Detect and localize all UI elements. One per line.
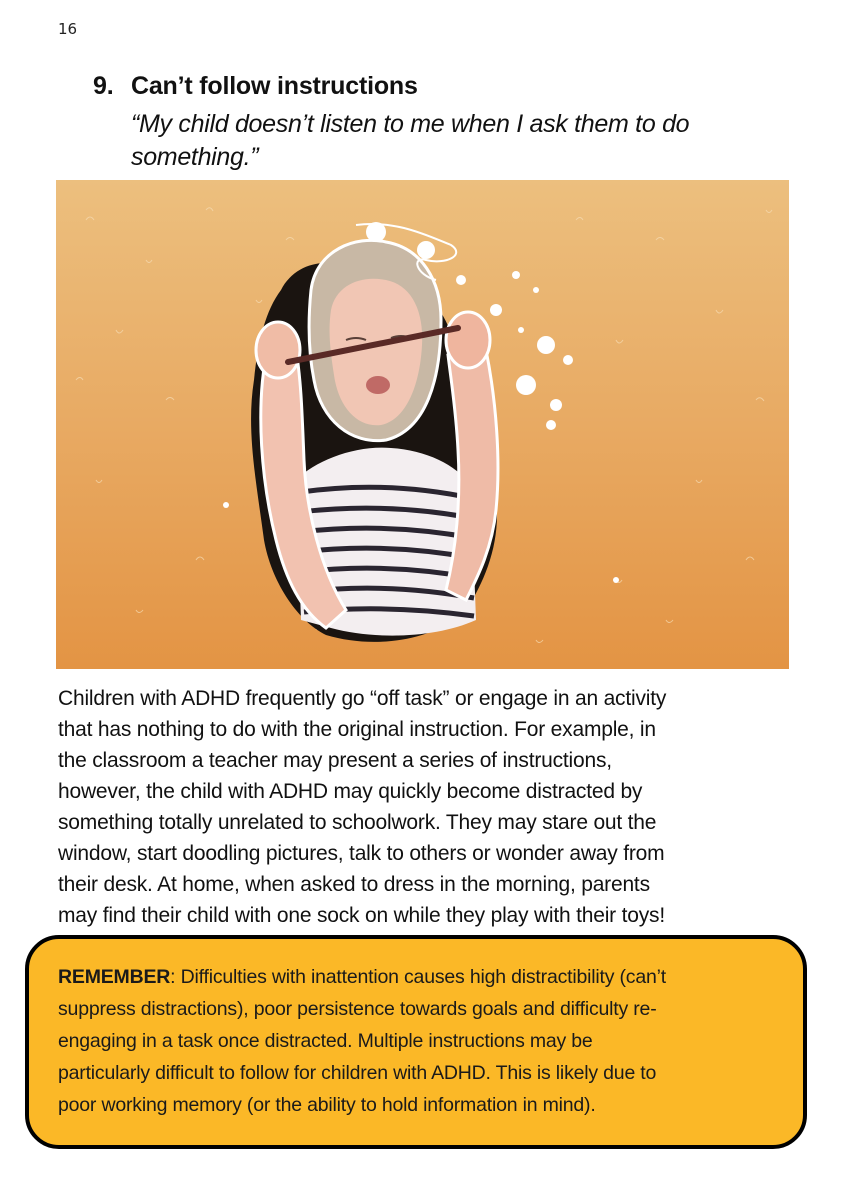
quote-line: “My child doesn’t listen to me when I ask them to do [131,110,690,138]
child-pencil-illustration [56,180,789,669]
callout-line [58,961,798,993]
callout-line: particularly difficult to follow for children with ADHD. This is likely due to [58,1062,657,1084]
body-line: the classroom a teacher may present a series of instructions, [58,749,612,772]
parent-quote [131,108,811,174]
section-number: 9. [93,72,114,100]
page-number: 16 [58,20,78,38]
body-paragraph [58,683,798,931]
remember-callout-box [25,935,807,1149]
callout-line: engaging in a task once distracted. Multiple instructions may be [58,1030,593,1052]
callout-first-line: : Difficulties with inattention causes high distractibility (can’t [170,966,666,988]
callout-text [58,961,798,1121]
body-line: something totally unrelated to schoolwork. They may stare out the [58,811,657,834]
section-heading [93,72,418,101]
body-line: Children with ADHD frequently go “off task” or engage in an activity [58,687,667,710]
quote-line: something.” [131,143,259,171]
section-title: Can’t follow instructions [131,72,418,100]
callout-label: REMEMBER [58,966,171,988]
body-line: may find their child with one sock on while they play with their toys! [58,904,665,927]
body-line: however, the child with ADHD may quickly become distracted by [58,780,643,803]
body-line: their desk. At home, when asked to dress in the morning, parents [58,873,650,896]
body-line: that has nothing to do with the original instruction. For example, in [58,718,656,741]
body-line: window, start doodling pictures, talk to others or wonder away from [58,842,665,865]
illustration-artwork [56,180,789,669]
callout-line: poor working memory (or the ability to hold information in mind). [58,1094,596,1116]
callout-line: suppress distractions), poor persistence towards goals and difficulty re- [58,998,657,1020]
